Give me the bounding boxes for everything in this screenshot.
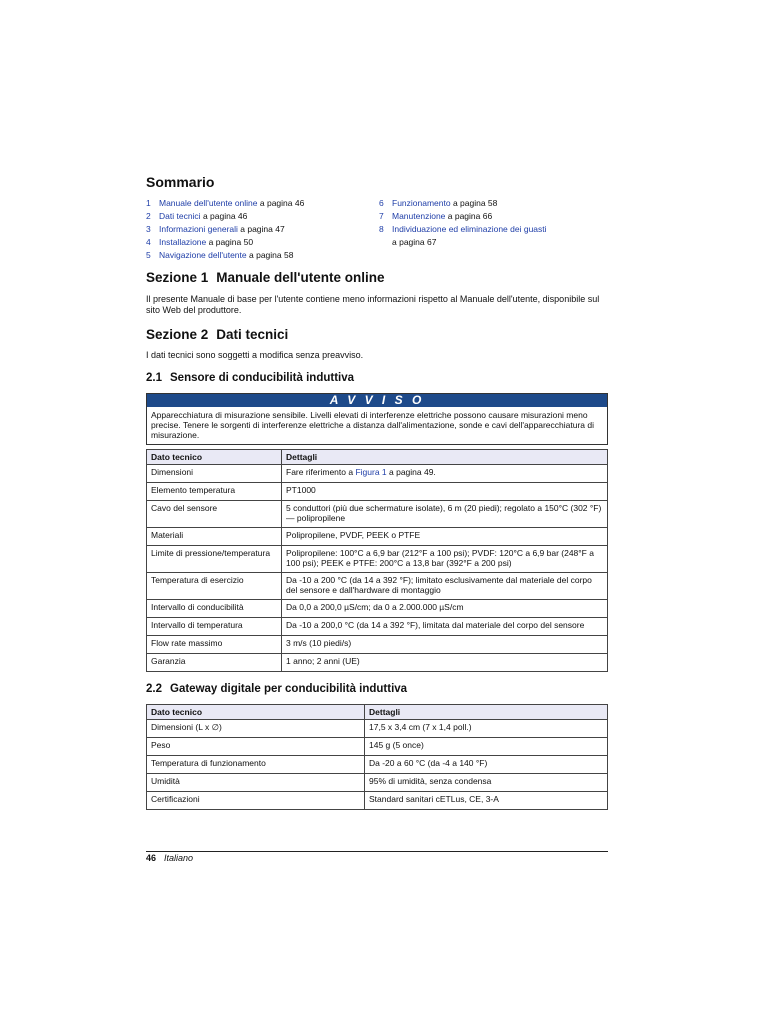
language-label: Italiano xyxy=(164,853,194,863)
subsection-2-1-heading: 2.1 Sensore di conducibilità induttiva xyxy=(146,372,355,384)
page-number: 46 xyxy=(146,853,157,863)
toc-link[interactable]: Manuale dell'utente online xyxy=(159,198,258,208)
table-row: Dimensioni Fare riferimento a Figura 1 a pagina 49. xyxy=(147,465,608,483)
notice-text: Apparecchiatura di misurazione sensibile. Livelli elevati di interferenze elettriche possono causare misurazioni meno precise. Tenere le sorgenti di interferenze elettriche a distanza dall'alimentazione, sonde e cavi dell'apparecchiatura di misurazione. xyxy=(151,410,594,440)
table-header-row xyxy=(147,705,608,720)
column-header: Dato tecnico xyxy=(147,450,282,465)
table-row: Flow rate massimo 3 m/s (10 piedi/s) xyxy=(147,636,608,654)
footer-divider xyxy=(146,851,608,852)
section-2-text: I dati tecnici sono soggetti a modifica senza preavviso. xyxy=(146,350,364,360)
toc-link[interactable]: Navigazione dell'utente xyxy=(159,250,247,260)
table-header-row xyxy=(147,450,608,465)
table-row: Umidità 95% di umidità, senza condensa xyxy=(147,774,608,792)
table-row: Garanzia 1 anno; 2 anni (UE) xyxy=(147,654,608,672)
table-row: Temperatura di funzionamento Da -20 a 60 °C (da -4 a 140 °F) xyxy=(147,756,608,774)
notice-box xyxy=(146,393,608,445)
sensor-spec-table xyxy=(146,449,608,672)
table-row: Intervallo di conducibilità Da 0,0 a 200,0 µS/cm; da 0 a 2.000.000 µS/cm xyxy=(147,600,608,618)
figure-link[interactable]: Figura 1 xyxy=(355,467,387,477)
column-header: Dato tecnico xyxy=(147,705,365,720)
toc-item-3[interactable]: 3 Informazioni generali a pagina 47 xyxy=(146,224,285,234)
table-row: Intervallo di temperatura Da -10 a 200,0 °C (da 14 a 392 °F), limitata dal materiale del corpo del sensore xyxy=(147,618,608,636)
toc-item-7[interactable]: 7 Manutenzione a pagina 66 xyxy=(379,211,493,221)
toc-link[interactable]: Funzionamento xyxy=(392,198,451,208)
toc-item-4[interactable]: 4 Installazione a pagina 50 xyxy=(146,237,254,247)
page-footer xyxy=(146,853,193,863)
toc-item-6[interactable]: 6 Funzionamento a pagina 58 xyxy=(379,198,498,208)
section-2-heading: Sezione 2 Dati tecnici xyxy=(146,327,289,342)
column-header: Dettagli xyxy=(365,705,608,720)
table-row: Peso 145 g (5 once) xyxy=(147,738,608,756)
toc-title: Sommario xyxy=(146,174,215,190)
toc-item-2[interactable]: 2 Dati tecnici a pagina 46 xyxy=(146,211,248,221)
table-row: Temperatura di esercizio Da -10 a 200 °C (da 14 a 392 °F); limitato esclusivamente dal materiale del corpo del sensore e dall'hardware di montaggio xyxy=(147,573,608,600)
toc-column-left xyxy=(146,197,366,262)
subsection-2-2-heading: 2.2 Gateway digitale per conducibilità induttiva xyxy=(146,683,408,695)
table-row: Certificazioni Standard sanitari cETLus, CE, 3-A xyxy=(147,792,608,810)
section-1-heading: Sezione 1 Manuale dell'utente online xyxy=(146,270,385,285)
toc-item-8[interactable]: 8 Individuazione ed eliminazione dei guasti a pagina 67 xyxy=(379,224,547,247)
notice-header: A V V I S O xyxy=(147,394,607,407)
toc-link[interactable]: Installazione xyxy=(159,237,207,247)
section-1-text: Il presente Manuale di base per l'utente contiene meno informazioni rispetto al Manuale dell'utente, disponibile sul sito Web del produttore. xyxy=(146,294,600,315)
table-row: Materiali Polipropilene, PVDF, PEEK o PTFE xyxy=(147,528,608,546)
toc-column-right xyxy=(379,197,609,249)
toc-link[interactable]: Informazioni generali xyxy=(159,224,238,234)
table-row: Dimensioni (L x ∅) 17,5 x 3,4 cm (7 x 1,4 poll.) xyxy=(147,720,608,738)
toc-link[interactable]: Dati tecnici xyxy=(159,211,201,221)
toc-item-1[interactable]: 1 Manuale dell'utente online a pagina 46 xyxy=(146,198,305,208)
toc-link[interactable]: Individuazione ed eliminazione dei guasti xyxy=(392,224,547,234)
table-row: Limite di pressione/temperatura Polipropilene: 100°C a 6,9 bar (212°F a 100 psi); PVDF: 120°C a 6,9 bar (248°F a 100 psi); PEEK e PTFE: 200°C a 13,8 bar (392°F a 200 psi) xyxy=(147,546,608,573)
table-row: Cavo del sensore 5 conduttori (più due schermature isolate), 6 m (20 piedi); regolato a 150°C (302 °F) — polipropilene xyxy=(147,501,608,528)
gateway-spec-table xyxy=(146,704,608,810)
table-row: Elemento temperatura PT1000 xyxy=(147,483,608,501)
toc-item-5[interactable]: 5 Navigazione dell'utente a pagina 58 xyxy=(146,250,294,260)
toc-link[interactable]: Manutenzione xyxy=(392,211,446,221)
column-header: Dettagli xyxy=(282,450,608,465)
